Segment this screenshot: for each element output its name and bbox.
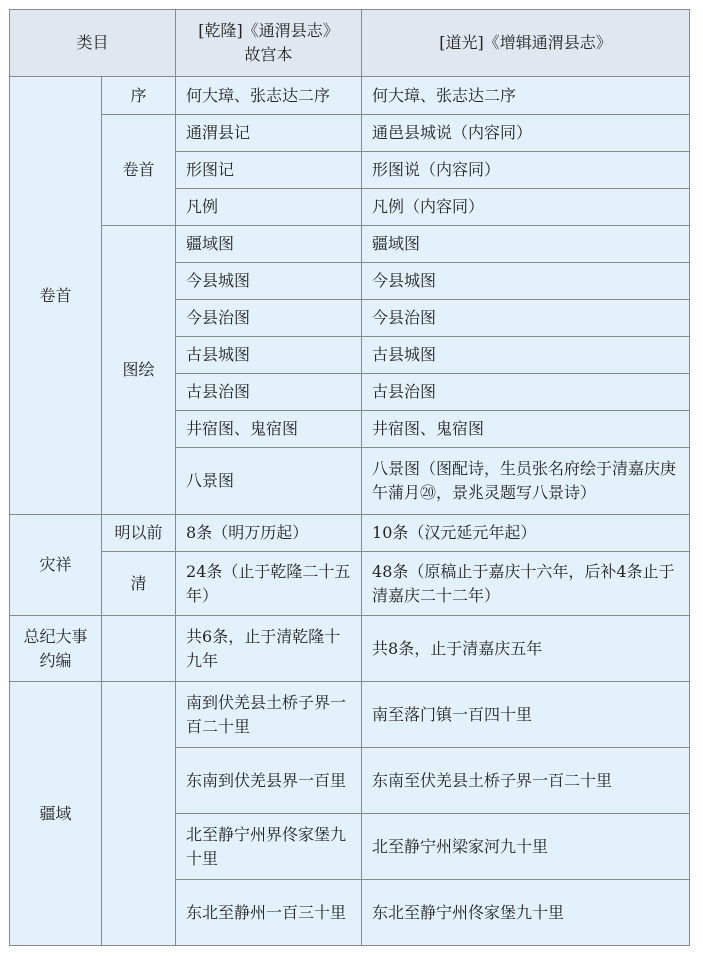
comparison-table <box>9 9 690 946</box>
cell-daoguang: 东北至静宁州佟家堡九十里 <box>362 880 690 946</box>
cell-daoguang: 今县治图 <box>362 300 690 337</box>
cell-qianlong: 疆域图 <box>176 226 362 263</box>
cell-qianlong: 南到伏羌县土桥子界一百二十里 <box>176 682 362 748</box>
cell-qianlong: 古县治图 <box>176 374 362 411</box>
header-qianlong-subtitle: 故宫本 <box>244 45 293 64</box>
cell-daoguang: 今县城图 <box>362 263 690 300</box>
sub-xu-label: 序 <box>102 77 176 115</box>
cell-qianlong: 共6条，止于清乾隆十九年 <box>176 616 362 682</box>
cell-qianlong: 何大璋、张志达二序 <box>176 77 362 115</box>
cell-daoguang: 通邑县城说（内容同） <box>362 115 690 152</box>
header-row <box>10 10 690 77</box>
sub-tuhui-label: 图绘 <box>102 226 176 515</box>
cell-daoguang: 古县治图 <box>362 374 690 411</box>
table-row <box>10 115 690 152</box>
cell-daoguang: 48条（原稿止于嘉庆十六年，后补4条止于清嘉庆二十二年） <box>362 552 690 616</box>
cell-qianlong: 北至静宁州界佟家堡九十里 <box>176 814 362 880</box>
group-zongji-label: 总纪大事约编 <box>10 616 102 682</box>
sub-label: 清 <box>102 552 176 616</box>
cell-daoguang: 10条（汉元延元年起） <box>362 515 690 552</box>
cell-qianlong: 形图记 <box>176 152 362 189</box>
header-qianlong-title: [乾隆]《通渭县志》 <box>198 21 339 40</box>
cell-daoguang: 北至静宁州梁家河九十里 <box>362 814 690 880</box>
sub-empty <box>102 616 176 682</box>
cell-daoguang: 何大璋、张志达二序 <box>362 77 690 115</box>
table-row <box>10 552 690 616</box>
cell-qianlong: 通渭县记 <box>176 115 362 152</box>
sub-label: 明以前 <box>102 515 176 552</box>
table-row <box>10 226 690 263</box>
cell-qianlong: 古县城图 <box>176 337 362 374</box>
cell-daoguang: 形图说（内容同） <box>362 152 690 189</box>
cell-qianlong: 8条（明万历起） <box>176 515 362 552</box>
cell-daoguang: 古县城图 <box>362 337 690 374</box>
cell-qianlong: 八景图 <box>176 448 362 515</box>
group-zaixiang-label: 灾祥 <box>10 515 102 616</box>
table-row <box>10 682 690 748</box>
table-row <box>10 77 690 115</box>
group-juanshou-label: 卷首 <box>10 77 102 515</box>
header-category: 类目 <box>10 10 176 77</box>
cell-qianlong: 东北至静州一百三十里 <box>176 880 362 946</box>
cell-daoguang: 井宿图、鬼宿图 <box>362 411 690 448</box>
group-jiangyu-label: 疆域 <box>10 682 102 946</box>
table-row <box>10 616 690 682</box>
cell-qianlong: 24条（止于乾隆二十五年） <box>176 552 362 616</box>
header-qianlong <box>176 10 362 77</box>
cell-qianlong: 凡例 <box>176 189 362 226</box>
cell-qianlong: 今县治图 <box>176 300 362 337</box>
cell-qianlong: 今县城图 <box>176 263 362 300</box>
cell-daoguang: 共8条，止于清嘉庆五年 <box>362 616 690 682</box>
cell-daoguang: 疆域图 <box>362 226 690 263</box>
header-daoguang: [道光]《增辑通渭县志》 <box>362 10 690 77</box>
table-row <box>10 515 690 552</box>
cell-daoguang: 东南至伏羌县土桥子界一百二十里 <box>362 748 690 814</box>
cell-daoguang: 南至落门镇一百四十里 <box>362 682 690 748</box>
cell-daoguang: 凡例（内容同） <box>362 189 690 226</box>
cell-qianlong: 井宿图、鬼宿图 <box>176 411 362 448</box>
sub-juanshou-label: 卷首 <box>102 115 176 226</box>
cell-daoguang: 八景图（图配诗，生员张名府绘于清嘉庆庚午蒲月⑳，景兆灵题写八景诗） <box>362 448 690 515</box>
sub-empty <box>102 682 176 946</box>
cell-qianlong: 东南到伏羌县界一百里 <box>176 748 362 814</box>
